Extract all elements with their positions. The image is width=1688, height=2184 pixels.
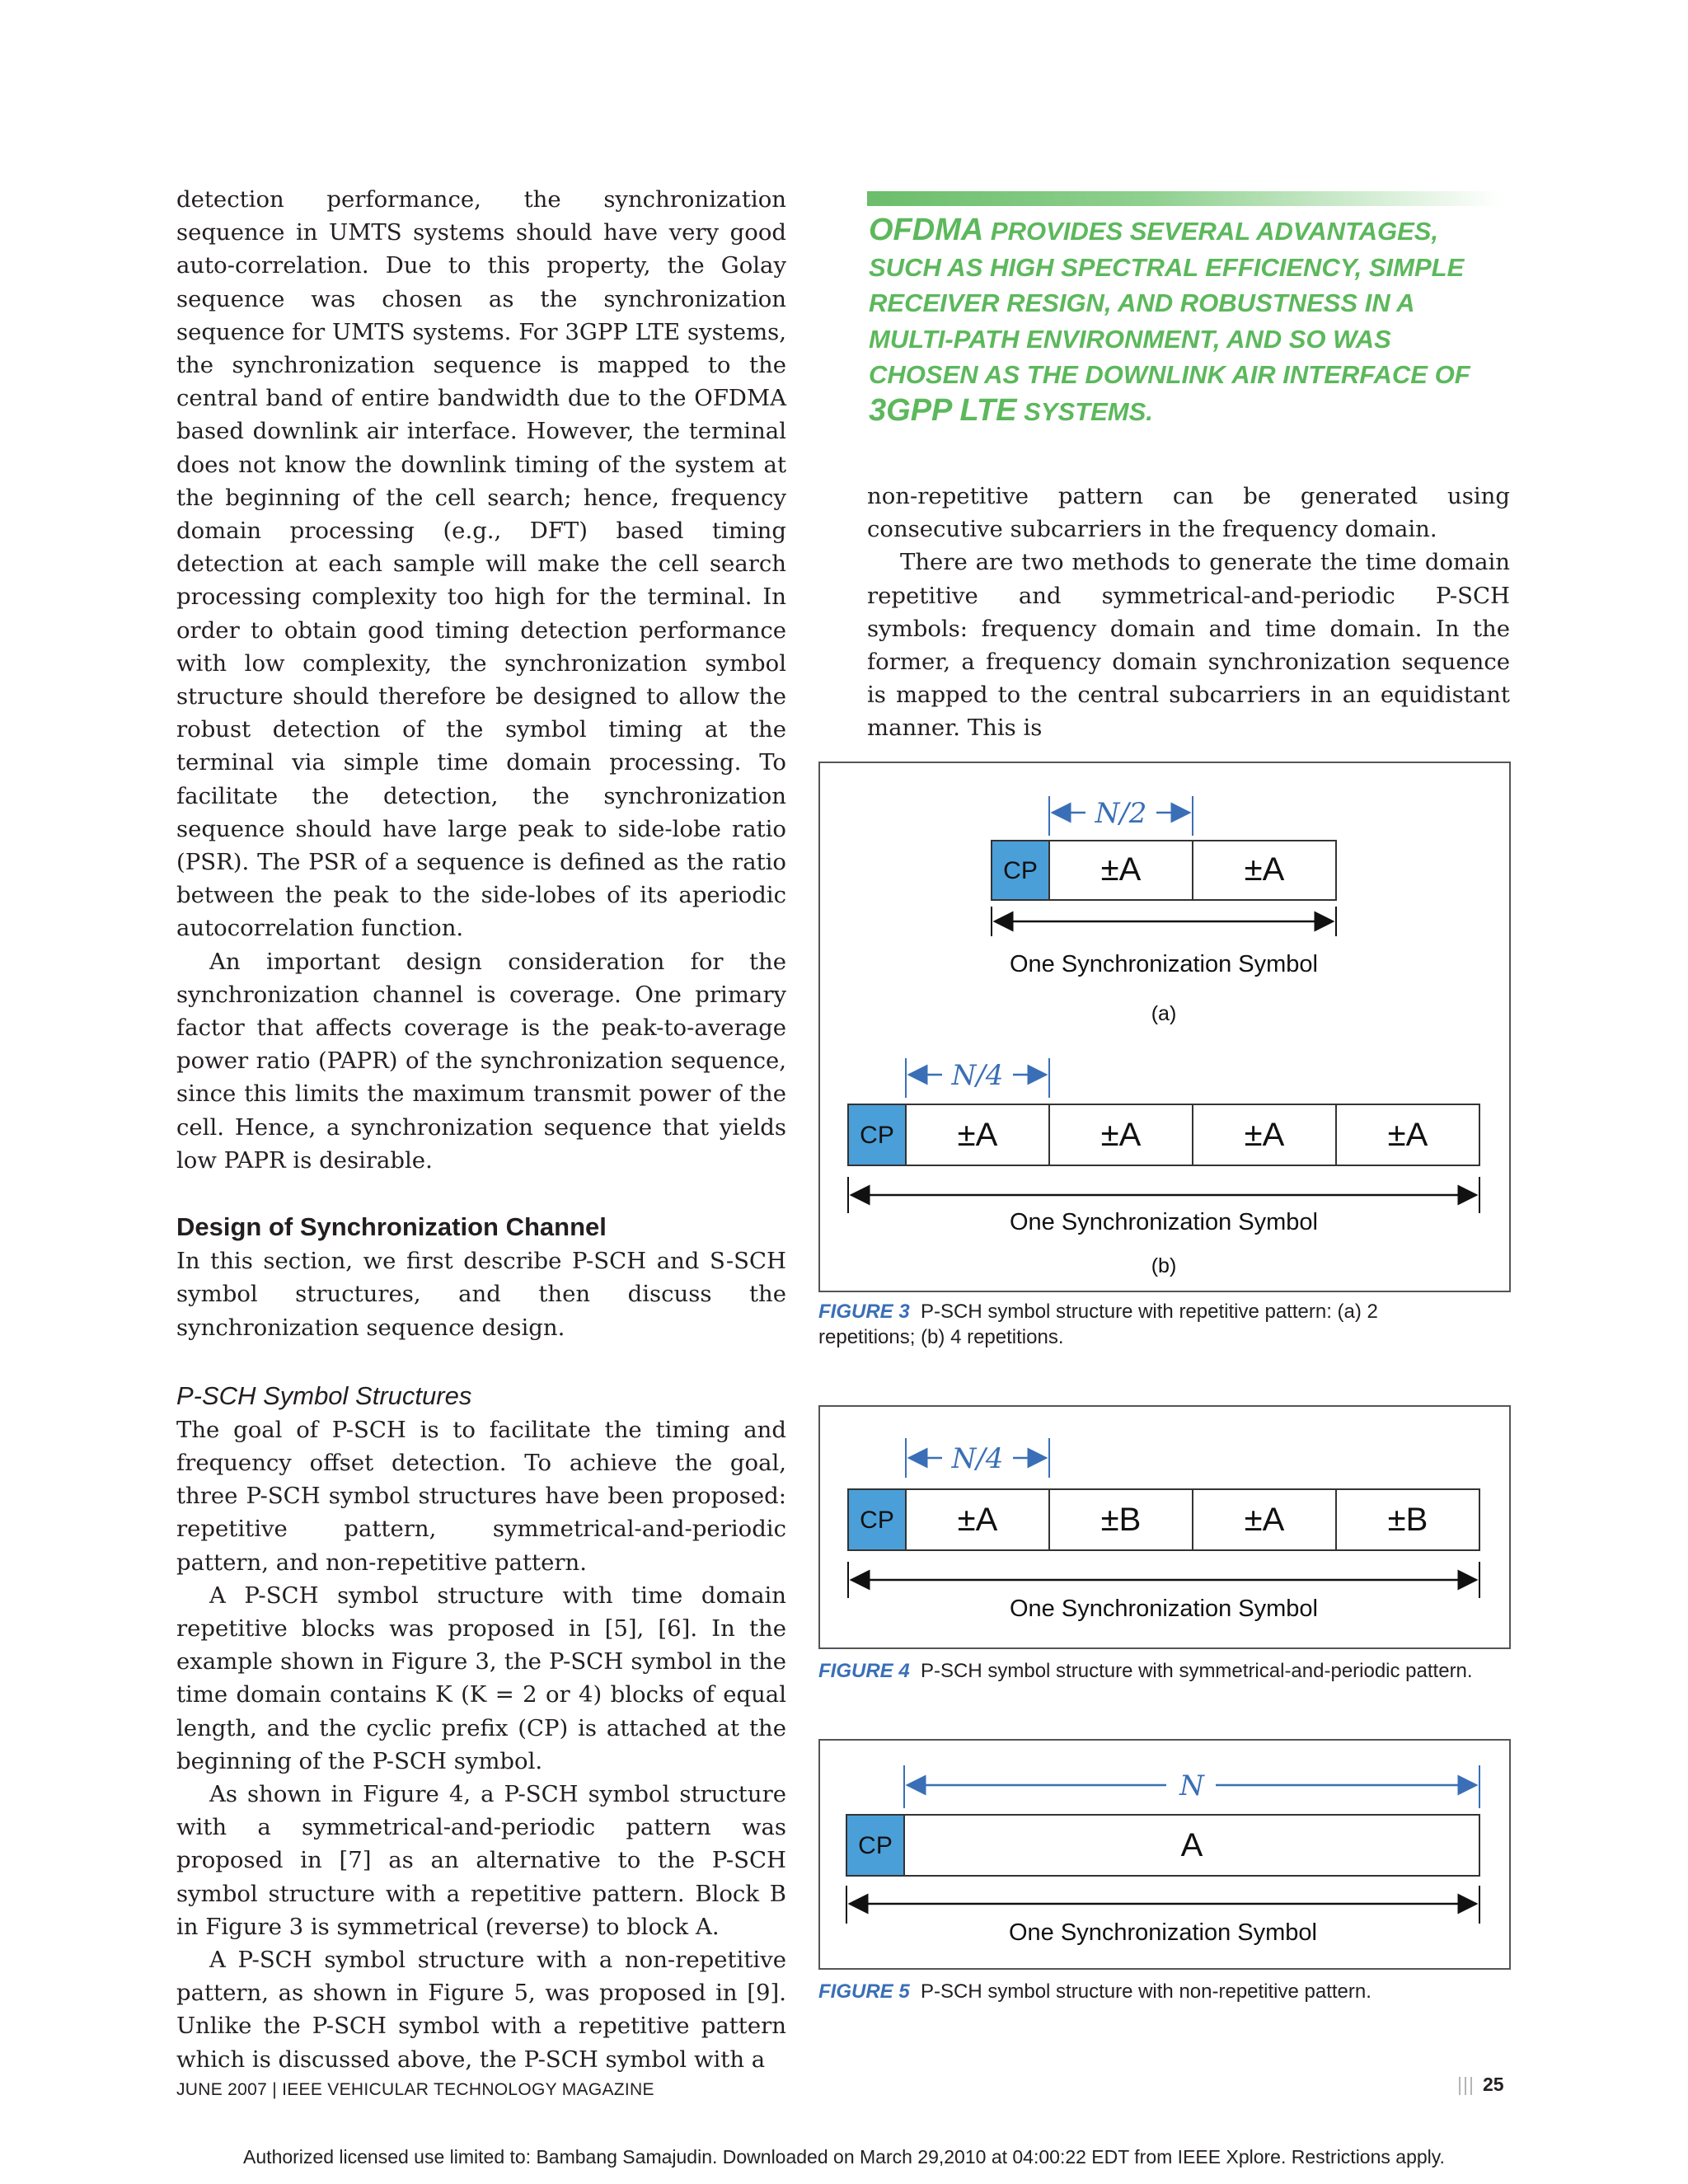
- body-paragraph: non-repetitive pattern can be generated using consecutive subcarriers in the frequency domain.: [867, 483, 1510, 543]
- symbol-label: One Synchronization Symbol: [1010, 951, 1318, 977]
- cp-label: CP: [858, 1832, 893, 1859]
- footer-publication: JUNE 2007 | IEEE VEHICULAR TECHNOLOGY MAGAZINE: [176, 2080, 654, 2099]
- right-column: [867, 480, 1510, 745]
- block-label: ±A: [1244, 1502, 1285, 1538]
- pull-quote-lead: OFDMA: [869, 213, 984, 247]
- figure-5-diagram: [820, 1741, 1509, 1968]
- symbol-span-arrow: [848, 1562, 1479, 1598]
- page-number-block: [1457, 2074, 1504, 2096]
- figure-5-caption: [818, 1979, 1511, 2004]
- length-indicator: [906, 1438, 1049, 1478]
- section-heading: Design of Synchronization Channel: [176, 1212, 607, 1242]
- figure-4-caption: [818, 1658, 1511, 1684]
- symbol-label: One Synchronization Symbol: [1010, 1596, 1318, 1622]
- block-label: ±A: [1244, 851, 1285, 888]
- caption-text: P-SCH symbol structure with non-repetitive pattern.: [921, 1980, 1372, 2003]
- subfigure-label: (b): [1151, 1254, 1177, 1277]
- pull-quote-tail: SYSTEMS.: [1016, 396, 1153, 426]
- body-paragraph: There are two methods to generate the time domain repetitive and symmetrical-and-periodic P-SCH symbols: frequency domain and time domain. In the former, a frequency domain synchronization sequence is mapped to the central subcarriers in an equidistant manner. This is: [867, 549, 1510, 742]
- pull-quote: [869, 213, 1495, 430]
- figure-4-frame: [818, 1405, 1511, 1649]
- length-indicator-a: [1049, 796, 1193, 836]
- length-label: N/4: [951, 1059, 1004, 1092]
- caption-label: FIGURE 4: [818, 1660, 910, 1682]
- length-label: N: [1179, 1769, 1204, 1802]
- figure-3-diagram: [820, 763, 1509, 1291]
- figure-4-diagram: [820, 1407, 1509, 1647]
- length-label: N/2: [1095, 797, 1147, 830]
- body-paragraph: A P-SCH symbol structure with a non-repetitive pattern, as shown in Figure 5, was proposed in [9]. Unlike the P-SCH symbol with a repetitive pattern which is discussed above, the P-SCH symbol with a: [176, 1946, 786, 2073]
- subsection-heading: P-SCH Symbol Structures: [176, 1380, 472, 1410]
- page-number: 25: [1482, 2074, 1504, 2095]
- block-label: ±A: [957, 1502, 998, 1538]
- length-indicator-b: [906, 1058, 1049, 1098]
- symbol-label: One Synchronization Symbol: [1010, 1209, 1318, 1235]
- body-paragraph: The goal of P-SCH is to facilitate the timing and frequency offset detection. To achieve the goal, three P-SCH symbol structures have been proposed: repetitive pattern, symmetrical-and-periodic pattern, and non-repetitive pattern.: [176, 1416, 786, 1576]
- symbol-label: One Synchronization Symbol: [1009, 1919, 1317, 1946]
- pull-quote-body: PROVIDES SEVERAL ADVANTAGES, SUCH AS HIGH SPECTRAL EFFICIENCY, SIMPLE RECEIVER RESIGN, AND ROBUSTNESS IN A MULTI-PATH ENVIRONMENT, AND SO WAS CHOSEN AS THE DOWNLINK AIR INTERFACE OF: [869, 217, 1470, 390]
- block-label: ±A: [1100, 851, 1142, 888]
- figure-5-frame: [818, 1739, 1511, 1970]
- body-paragraph: In this section, we first describe P-SCH and S-SCH symbol structures, and then discuss the synchronization sequence design.: [176, 1248, 786, 1341]
- body-paragraph: An important design consideration for the synchronization channel is coverage. One primary factor that affects coverage is the peak-to-average power ratio (PAPR) of the synchronization sequence, since this limits the maximum transmit power of the cell. Hence, a synchronization sequence that yields low PAPR is desirable.: [176, 948, 786, 1174]
- body-paragraph: A P-SCH symbol structure with time domain repetitive blocks was proposed in [5], [6]. In the example shown in Figure 3, the P-SCH symbol in the time domain contains K (K = 2 or 4) blocks of equal length, and the cyclic prefix (CP) is attached at the beginning of the P-SCH symbol.: [176, 1582, 786, 1774]
- block-label: ±A: [1100, 1117, 1142, 1153]
- footer-bars: |||: [1457, 2074, 1475, 2095]
- figure-3-caption: [818, 1299, 1445, 1350]
- subfigure-label: (a): [1151, 1002, 1177, 1025]
- left-column: [176, 183, 786, 2076]
- figure-3-frame: [818, 762, 1511, 1292]
- block-label: ±A: [1244, 1117, 1285, 1153]
- block-label: ±B: [1100, 1502, 1142, 1538]
- symbol-span-arrow: [848, 1177, 1479, 1213]
- symbol-span-arrow: [846, 1886, 1479, 1924]
- body-paragraph: detection performance, the synchronization sequence in UMTS systems should have very good auto-correlation. Due to this property, the Golay sequence was chosen as the synchronization sequence for UMTS systems. For 3GPP LTE systems, the synchronization sequence is mapped to the central band of entire bandwidth due to the OFDMA based downlink air interface. However, the terminal does not know the downlink timing of the system at the beginning of the cell search; hence, frequency domain processing (e.g., DFT) based timing detection at each sample will make the cell search processing complexity too high for the terminal. In order to obtain good timing detection performance with low complexity, the synchronization symbol structure should therefore be designed to allow the robust detection of the symbol timing at the terminal via simple time domain processing. To facilitate the detection, the synchronization sequence should have large peak to side-lobe ratio (PSR). The PSR of a sequence is defined as the ratio between the peak to the side-lobes of its aperiodic autocorrelation function.: [176, 186, 786, 942]
- block-label: ±A: [1387, 1117, 1428, 1153]
- pull-quote-bar: [867, 191, 1502, 206]
- cp-label: CP: [860, 1507, 894, 1534]
- block-label: A: [1180, 1827, 1203, 1863]
- symbol-span-arrow: [992, 907, 1336, 936]
- length-label: N/4: [951, 1442, 1004, 1475]
- block-label: ±B: [1387, 1502, 1428, 1538]
- cp-label: CP: [1003, 857, 1038, 884]
- caption-text: P-SCH symbol structure with symmetrical-and-periodic pattern.: [921, 1660, 1473, 1682]
- block-label: ±A: [957, 1117, 998, 1153]
- cp-label: CP: [860, 1122, 894, 1149]
- caption-text: P-SCH symbol structure with repetitive pattern: (a) 2 repetitions; (b) 4 repetitions.: [818, 1301, 1378, 1348]
- caption-label: FIGURE 3: [818, 1301, 910, 1323]
- length-indicator: [904, 1765, 1479, 1808]
- body-paragraph: As shown in Figure 4, a P-SCH symbol structure with a symmetrical-and-periodic pattern was proposed in [7] as an alternative to the P-SCH symbol structure with a repetitive pattern. Block B in Figure 3 is symmetrical (reverse) to block A.: [176, 1780, 786, 1940]
- authorization-notice: Authorized licensed use limited to: Bambang Samajudin. Downloaded on March 29,2010 at 04:00:22 EDT from IEEE Xplore. Restrictions apply.: [243, 2146, 1445, 2168]
- pull-quote-lead2: 3GPP LTE: [869, 392, 1017, 428]
- caption-label: FIGURE 5: [818, 1980, 910, 2003]
